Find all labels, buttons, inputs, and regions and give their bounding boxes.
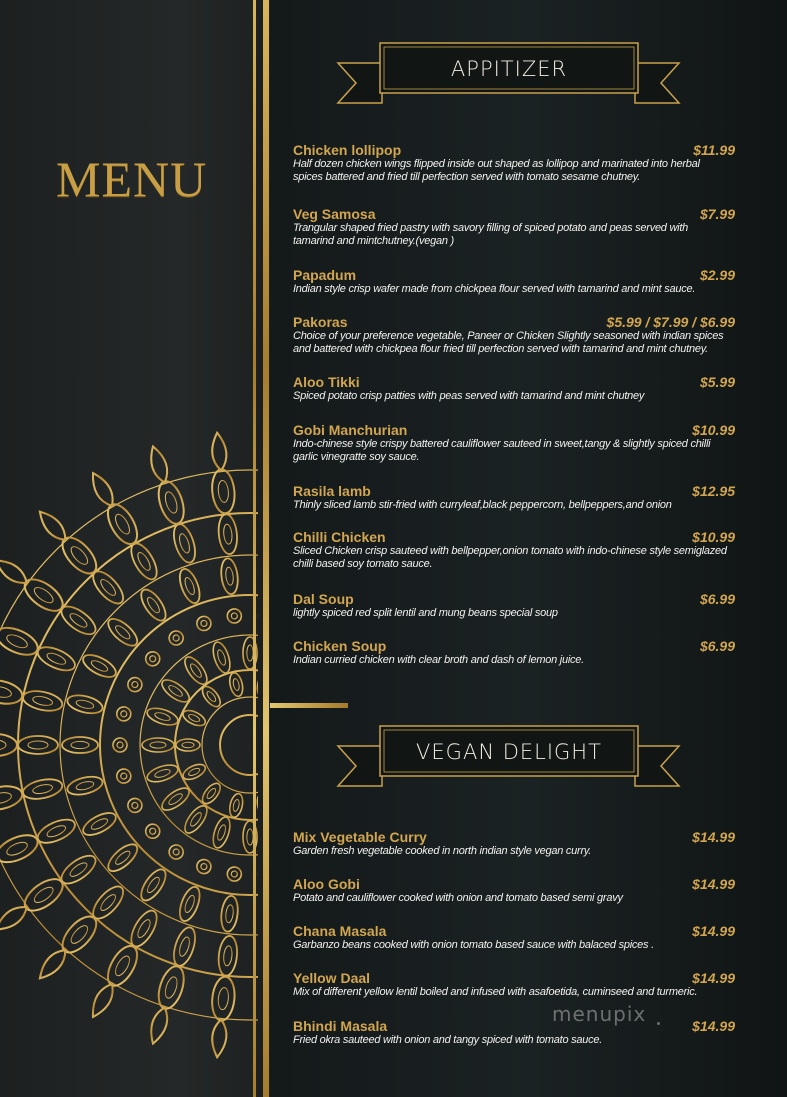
item-name: Mix Vegetable Curry [293, 829, 427, 845]
item-description: Garden fresh vegetable cooked in north indian style vegan curry. [293, 845, 592, 857]
item-price: $14.99 [692, 876, 735, 892]
gold-divider-rule [253, 0, 256, 1097]
item-name: Rasila lamb [293, 483, 371, 499]
item-description: Indian style crisp wafer made from chickpea flour served with tamarind and mint sauce. [293, 283, 696, 295]
item-name: Aloo Gobi [293, 876, 360, 892]
item-name: Chana Masala [293, 923, 387, 939]
section-banner-vegan [0, 723, 787, 803]
item-description: Indo-chinese style crispy battered cauliflower sauteed in sweet,tangy & slightly spiced chilli garlic vinegratte soy sauce. [293, 438, 711, 463]
item-description: Mix of different yellow lentil boiled and infused with asafoetida, cuminseed and turmeric. [293, 986, 698, 998]
item-name: Chilli Chicken [293, 529, 386, 545]
item-price: $5.99 / $7.99 / $6.99 [606, 314, 735, 330]
item-description: lightly spiced red split lentil and mung beans special soup [293, 607, 558, 619]
item-price: $14.99 [692, 829, 735, 845]
item-price: $10.99 [692, 422, 735, 438]
item-description: Garbanzo beans cooked with onion tomato based sauce with balaced spices . [293, 939, 654, 951]
item-description: Spiced potato crisp patties with peas served with tamarind and mint chutney [293, 390, 645, 402]
item-name: Yellow Daal [293, 970, 371, 986]
item-price: $14.99 [692, 970, 735, 986]
item-price: $10.99 [692, 529, 735, 545]
gold-section-divider [270, 703, 348, 708]
item-name: Veg Samosa [293, 206, 376, 222]
item-price: $11.99 [693, 142, 735, 158]
section-banner-appetizer [0, 40, 787, 120]
item-description: Trangular shaped fried pastry with savory filling of spiced potato and peas served with tamarind and mintchutney.(vegan ) [293, 222, 689, 247]
item-price: $14.99 [692, 1018, 735, 1034]
item-name: Bhindi Masala [293, 1018, 388, 1034]
item-price: $12.95 [692, 483, 735, 499]
item-name: Papadum [293, 267, 357, 283]
item-price: $6.99 [699, 638, 735, 654]
item-price: $6.99 [699, 591, 735, 607]
item-price: $7.99 [699, 206, 735, 222]
gold-divider-rule-thick [263, 0, 269, 1097]
item-name: Chicken Soup [293, 638, 387, 654]
item-name: Dal Soup [293, 591, 354, 607]
item-price: $14.99 [692, 923, 735, 939]
item-description: Sliced Chicken crisp sauteed with bellpepper,onion tomato with indo-chinese style semiglazed chilli based soy tomato sauce. [293, 545, 727, 570]
menu-title: MENU [56, 151, 208, 207]
item-name: Gobi Manchurian [293, 422, 408, 438]
item-description: Fried okra sauteed with onion and tangy spiced with tomato sauce. [293, 1034, 603, 1046]
section-title: VEGAN DELIGHT [416, 740, 602, 764]
item-description: Half dozen chicken wings flipped inside out shaped as lollipop and marinated into herbal spices battered and fried till perfection served with tomato sesame chutney. [293, 158, 700, 183]
item-name: Aloo Tikki [293, 374, 360, 390]
watermark: menupix [552, 1002, 646, 1026]
item-description: Thinly sliced lamb stir-fried with curryleaf,black peppercorn, bellpeppers,and onion [293, 499, 672, 511]
item-description: Indian curried chicken with clear broth and dash of lemon juice. [293, 654, 584, 666]
item-name: Pakoras [293, 314, 348, 330]
item-description: Potato and cauliflower cooked with onion and tomato based semi gravy [293, 892, 623, 904]
section-title: APPITIZER [450, 57, 568, 81]
item-price: $2.99 [699, 267, 735, 283]
item-description: Choice of your preference vegetable, Paneer or Chicken Slightly seasoned with indian spices and battered with chickpea flour fried till perfection served with tamarind and mint chutney. [293, 330, 724, 355]
item-name: Chicken lollipop [293, 142, 402, 158]
item-price: $5.99 [699, 374, 735, 390]
